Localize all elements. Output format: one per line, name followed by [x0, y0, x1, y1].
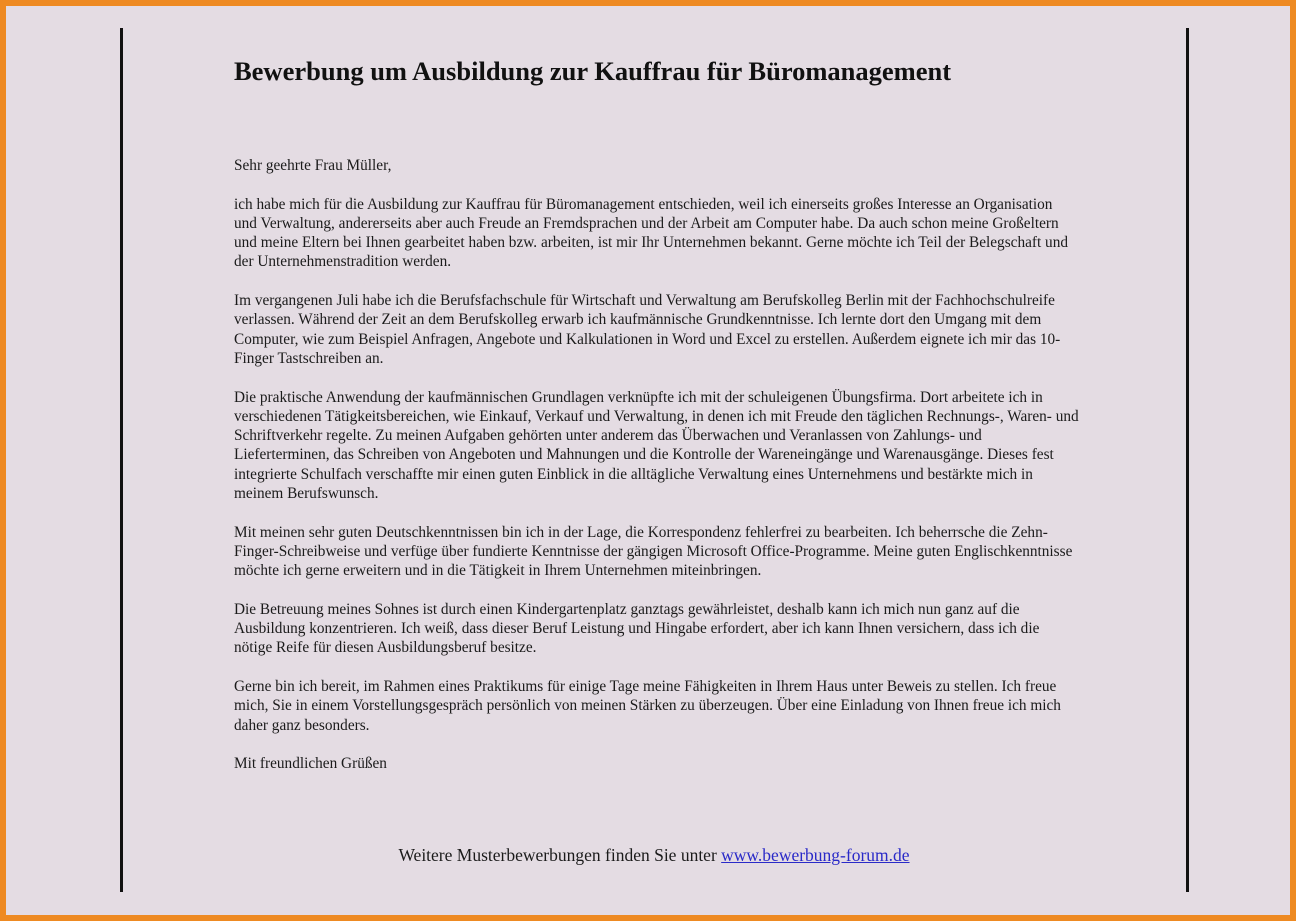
closing: Mit freundlichen Grüßen: [234, 755, 387, 773]
paragraph: Die Betreuung meines Sohnes ist durch einen Kindergartenplatz ganztags gewährleistet, deshalb kann ich mich nun ganz auf die Ausbildung konzentrieren. Ich weiß, dass dieser Beruf Leistung und Hingabe erfordert, aber ich kann Ihnen versichern, dass ich die nötige Reife für diesen Ausbildungsberuf besitze.: [234, 600, 1040, 657]
paragraph: Gerne bin ich bereit, im Rahmen eines Praktikums für einige Tage meine Fähigkeiten in Ihrem Haus unter Beweis zu stellen. Ich freue mich, Sie in einem Vorstellungsgespräch persönlich von meinen Stärken zu überzeugen. Über eine Einladung von Ihnen freue ich mich daher ganz besonders.: [234, 678, 1061, 734]
document-title: Bewerbung um Ausbildung zur Kauffrau für Büromanagement: [234, 56, 952, 86]
left-margin-rule: [120, 28, 123, 892]
paragraph: Im vergangenen Juli habe ich die Berufsfachschule für Wirtschaft und Verwaltung am Berufskolleg Berlin mit der Fachhochschulreife verlassen. Während der Zeit an dem Berufskolleg erwarb ich kaufmännische Grundkenntnisse. Ich lernte dort den Umgang mit dem Computer, wie zum Beispiel Anfragen, Angebote und Kalkulationen in Word und Excel zu erstellen. Außerdem eignete ich mir das 10-Finger Tastschreiben an.: [234, 292, 1061, 367]
footer-text: Weitere Musterbewerbungen finden Sie unter: [398, 845, 722, 865]
footer-note: [6, 845, 1296, 866]
salutation: Sehr geehrte Frau Müller,: [234, 157, 392, 174]
paragraph: Die praktische Anwendung der kaufmännischen Grundlagen verknüpfte ich mit der schuleigenen Übungsfirma. Dort arbeitete ich in verschiedenen Tätigkeitsbereichen, wie Einkauf, Verkauf und Verwaltung, in denen ich mit Freude den täglichen Rechnungs-, Waren- und Schriftverkehr regelte. Zu meinen Aufgaben gehörten unter anderem das Überwachen und Veranlassen von Zahlungs- und Lieferterminen, das Schreiben von Angeboten und Mahnungen und die Kontrolle der Wareneingänge und Warenausgänge. Dieses fest integrierte Schulfach verschaffte mir einen guten Einblick in die alltägliche Verwaltung eines Unternehmens und bestärkte mich in meinem Berufswunsch.: [234, 388, 1079, 503]
right-margin-rule: [1186, 28, 1189, 892]
letter-body: [234, 156, 1079, 793]
paragraph: ich habe mich für die Ausbildung zur Kauffrau für Büromanagement entschieden, weil ich einerseits großes Interesse an Organisation und Verwaltung, andererseits aber auch Freude an Fremdsprachen und der Arbeit am Computer habe. Da auch schon meine Großeltern und meine Eltern bei Ihnen gearbeitet haben bzw. arbeiten, ist mir Ihr Unternehmen bekannt. Gerne möchte ich Teil der Belegschaft und der Unternehmenstradition werden.: [234, 195, 1069, 271]
paragraph: Mit meinen sehr guten Deutschkenntnissen bin ich in der Lage, die Korrespondenz fehlerfrei zu bearbeiten. Ich beherrsche die Zehn-Finger-Schreibweise und verfüge über fundierte Kenntnisse der gängigen Microsoft Office-Programme. Meine guten Englischkenntnisse möchte ich gerne erweitern und in die Tätigkeit in Ihrem Unternehmen miteinbringen.: [234, 523, 1073, 580]
website-link[interactable]: www.bewerbung-forum.de: [721, 845, 910, 865]
